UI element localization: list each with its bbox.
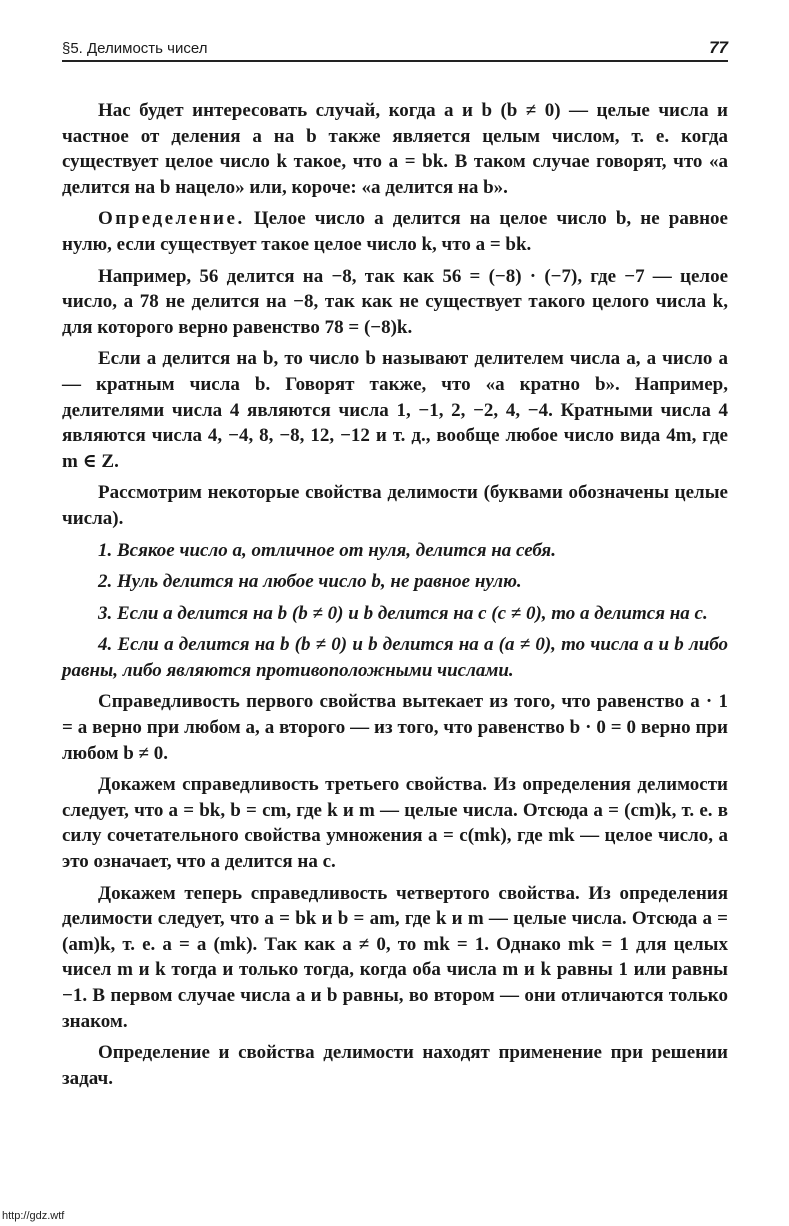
paragraph: Рассмотрим некоторые свойства делимости (буквами обозначены целые числа). — [62, 482, 728, 529]
property-1: 1. Всякое число a, отличное от нуля, делится на себя. — [98, 539, 556, 561]
paragraph: Справедливость первого свойства вытекает из того, что равенство a · 1 = a верно при любом a, а второго — из того, что равенство b · 0 = 0 верно при любом b ≠ 0. — [62, 691, 728, 764]
definition-label: Определение. — [98, 208, 245, 230]
running-head — [62, 38, 728, 60]
page-number: 77 — [709, 38, 728, 57]
header-rule — [62, 60, 728, 62]
paragraph: Если a делится на b, то число b называют делителем числа a, а число a — кратным числа b. Говорят также, что «a кратно b». Например, делителями числа 4 являются числа 1, −1, 2, −2, 4, −4. Кратными числа 4 являются числа 4, −4, 8, −8, 12, −12 и т. д., вообще любое число вида 4m, где m ∈ Z. — [62, 348, 728, 472]
definition-text: Целое число a делится на целое число b, не равное нулю, если существует такое целое число k, что a = bk. — [62, 208, 728, 255]
text-body — [62, 98, 728, 1097]
property-2: 2. Нуль делится на любое число b, не равное нулю. — [98, 571, 522, 593]
paragraph: Нас будет интересовать случай, когда a и b (b ≠ 0) — целые числа и частное от деления a на b также является целым числом, т. е. когда существует целое число k такое, что a = bk. В таком случае говорят, что «a делится на b нацело» или, короче: «a делится на b». — [62, 100, 728, 198]
paragraph: Определение и свойства делимости находят применение при решении задач. — [62, 1042, 728, 1089]
property-4: 4. Если a делится на b (b ≠ 0) и b делится на a (a ≠ 0), то числа a и b либо равны, либо являются противоположными числами. — [62, 634, 728, 681]
paragraph: Докажем теперь справедливость четвертого свойства. Из определения делимости следует, что a = bk и b = am, где k и m — целые числа. Отсюда a = (am)k, т. е. a = a (mk). Так как a ≠ 0, то mk = 1. Однако mk = 1 для целых чисел m и k тогда и только тогда, когда оба числа m и k равны 1 или равны −1. В первом случае числа a и b равны, во втором — они отличаются только знаком. — [62, 882, 728, 1032]
property-3: 3. Если a делится на b (b ≠ 0) и b делится на c (c ≠ 0), то a делится на c. — [98, 602, 708, 624]
watermark: http://gdz.wtf — [2, 1210, 65, 1222]
paragraph: Например, 56 делится на −8, так как 56 = (−8) · (−7), где −7 — целое число, а 78 не делится на −8, так как не существует такого целого числа k, для которого верно равенство 78 = (−8)k. — [62, 265, 728, 338]
section-title: §5. Делимость чисел — [62, 40, 208, 57]
paragraph: Докажем справедливость третьего свойства. Из определения делимости следует, что a = bk, b = cm, где k и m — целые числа. Отсюда a = (cm)k, т. е. в силу сочетательного свойства умножения a = c(mk), где mk — целое число, а это означает, что a делится на c. — [62, 774, 728, 873]
definition — [62, 206, 728, 257]
